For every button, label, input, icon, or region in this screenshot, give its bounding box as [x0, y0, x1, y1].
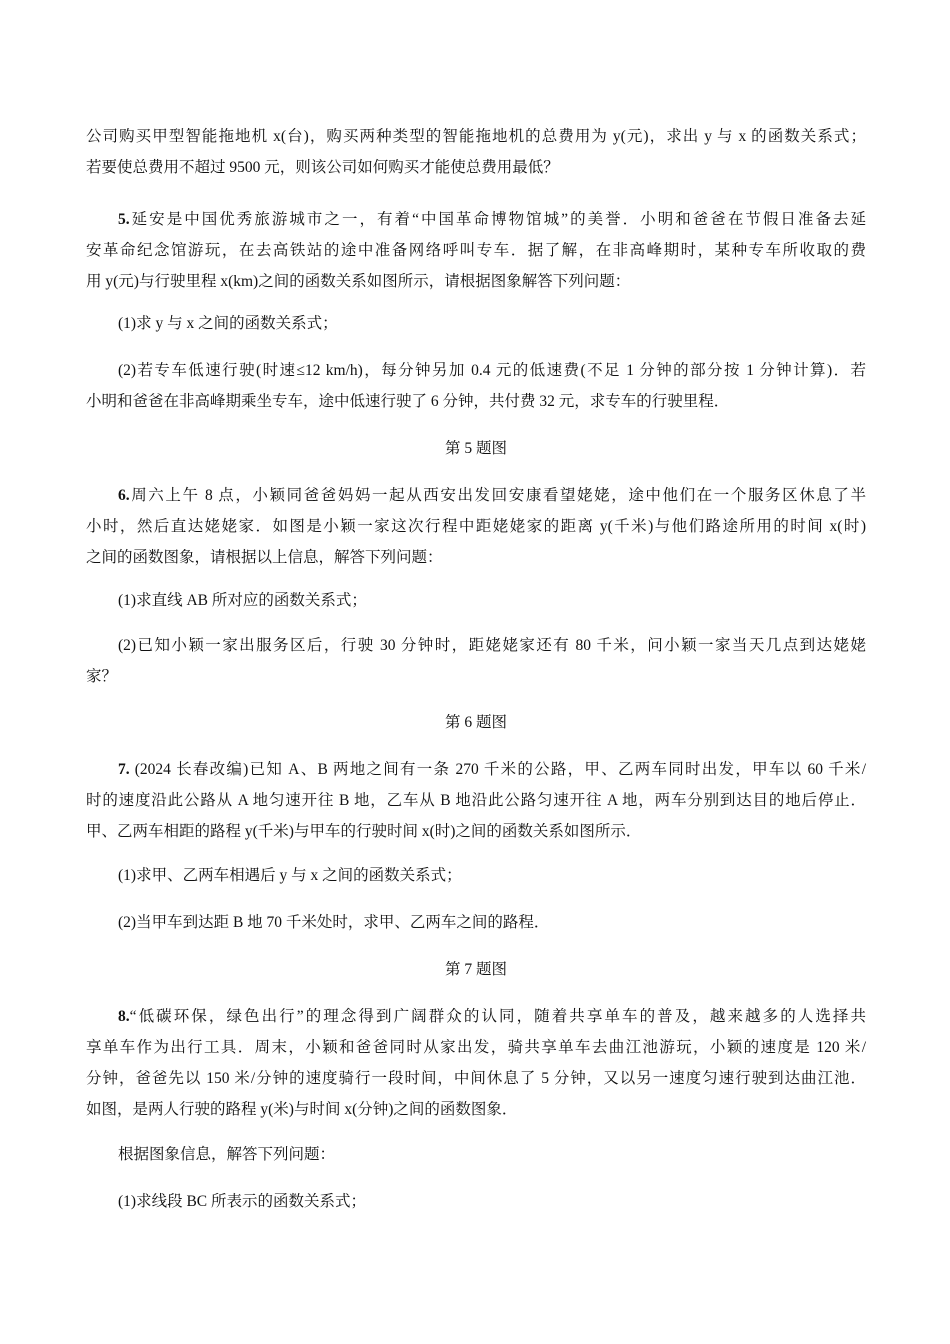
q5-line-1 [118, 210, 866, 230]
q5-line-2: 安革命纪念馆游玩，在去高铁站的途中准备网络呼叫专车．据了解，在非高峰期时，某种专车所收取的费 [86, 242, 866, 259]
q6-part-2-line-1: (2)已知小颖一家出服务区后，行驶 30 分钟时，距姥姥家还有 80 千米，问小颖一家当天几点到达姥姥 [118, 637, 866, 654]
q6-part-2-line-2: 家？ [86, 668, 118, 685]
q5-part-2-line-2: 小明和爸爸在非高峰期乘坐专车，途中低速行驶了 6 分钟，共付费 32 元，求专车的行驶里程． [86, 393, 730, 410]
q7-line-3: 甲、乙两车相距的路程 y(千米)与甲车的行驶时间 x(时)之间的函数关系如图所示． [86, 823, 642, 840]
q5-text-1: 延安是中国优秀旅游城市之一，有着“中国革命博物馆城”的美誉．小明和爸爸在节假日准备去延 [129, 211, 866, 228]
q8-intro: 根据图象信息，解答下列问题： [118, 1146, 336, 1163]
q8-line-1 [118, 1007, 866, 1027]
q6-figure-caption: 第 6 题图 [444, 714, 507, 731]
q6-number: 6. [118, 487, 130, 504]
q6-line-1 [118, 486, 866, 506]
q8-line-2: 享单车作为出行工具．周末，小颖和爸爸同时从家出发，骑共享单车去曲江池游玩，小颖的速度是 120 米/ [86, 1039, 866, 1056]
q8-part-1: (1)求线段 BC 所表示的函数关系式； [118, 1193, 367, 1210]
q7-figure-caption: 第 7 题图 [444, 961, 507, 978]
q4-line-1: 公司购买甲型智能拖地机 x(台)，购买两种类型的智能拖地机的总费用为 y(元)，求出 y 与 x 的函数关系式； [86, 128, 866, 145]
q5-number: 5. [118, 211, 130, 228]
q4-line-2: 若要使总费用不超过 9500 元，则该公司如何购买才能使总费用最低？ [86, 159, 559, 176]
q7-part-1: (1)求甲、乙两车相遇后 y 与 x 之间的函数关系式； [118, 867, 462, 884]
q5-line-3: 用 y(元)与行驶里程 x(km)之间的函数关系如图所示，请根据图象解答下列问题： [86, 273, 631, 290]
q8-line-3: 分钟，爸爸先以 150 米/分钟的速度骑行一段时间，中间休息了 5 分钟，又以另一速度匀速行驶到达曲江池． [86, 1070, 866, 1087]
q7-text-1: 已知 A、B 两地之间有一条 270 千米的公路，甲、乙两车同时出发，甲车以 60 千米/ [248, 761, 866, 778]
q5-part-1: (1)求 y 与 x 之间的函数关系式； [118, 315, 338, 332]
q8-text-1: “低碳环保，绿色出行”的理念得到广阔群众的认同，随着共享单车的普及，越来越多的人选择共 [129, 1008, 866, 1025]
q6-line-3: 之间的函数图象，请根据以上信息，解答下列问题： [86, 549, 443, 566]
q6-line-2: 小时，然后直达姥姥家．如图是小颖一家这次行程中距姥姥家的距离 y(千米)与他们路途所用的时间 x(时) [86, 518, 866, 535]
q5-part-2-line-1: (2)若专车低速行驶(时速≤12 km/h)，每分钟另加 0.4 元的低速费(不足 1 分钟的部分按 1 分钟计算)．若 [118, 362, 866, 379]
q7-number: 7. [118, 761, 130, 778]
q8-line-4: 如图，是两人行驶的路程 y(米)与时间 x(分钟)之间的函数图象． [86, 1101, 518, 1118]
q6-part-1: (1)求直线 AB 所对应的函数关系式； [118, 592, 367, 609]
q7-line-1 [118, 760, 866, 780]
q7-part-2: (2)当甲车到达距 B 地 70 千米处时，求甲、乙两车之间的路程． [118, 914, 550, 931]
q6-text-1: 周六上午 8 点，小颖同爸爸妈妈一起从西安出发回安康看望姥姥，途中他们在一个服务区休息了半 [129, 487, 866, 504]
q8-number: 8. [118, 1008, 130, 1025]
q7-line-2: 时的速度沿此公路从 A 地匀速开往 B 地，乙车从 B 地沿此公路匀速开往 A 地，两车分别到达目的地后停止． [86, 792, 866, 809]
q5-figure-caption: 第 5 题图 [444, 440, 507, 457]
q7-source: (2024 长春改编) [134, 761, 249, 778]
